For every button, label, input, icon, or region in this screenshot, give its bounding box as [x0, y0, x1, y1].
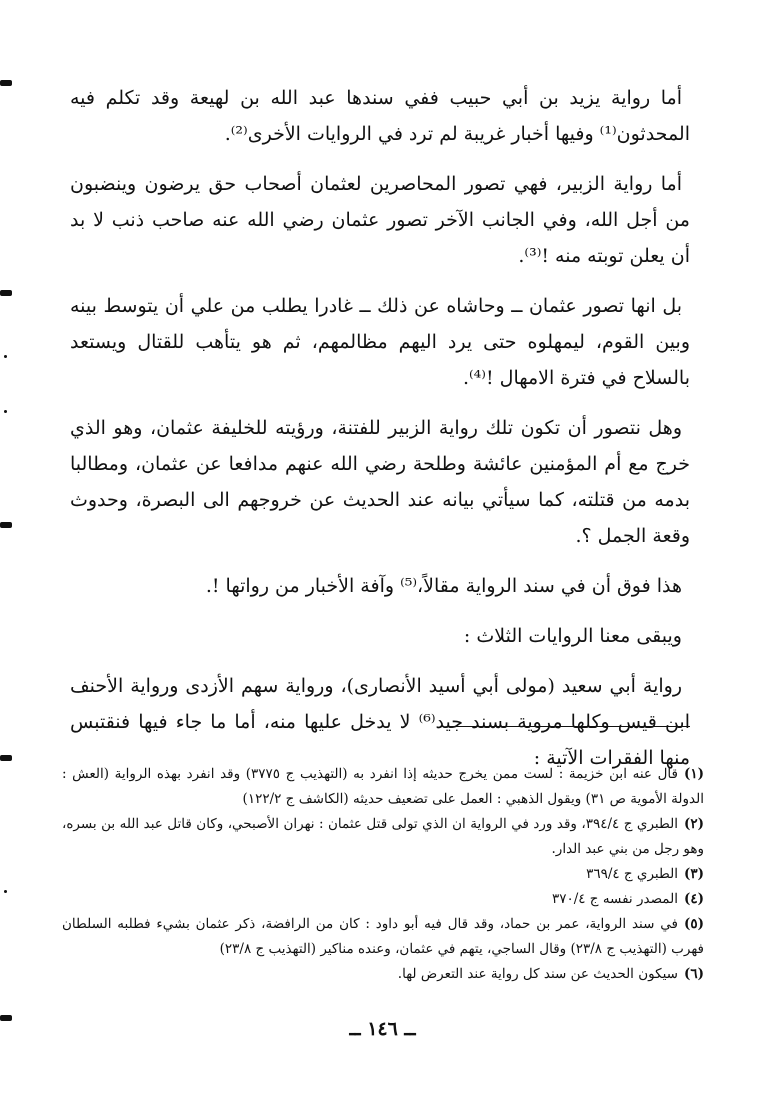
paragraph: هذا فوق أن في سند الرواية مقالاً،⁽⁵⁾ وآفة الأخبار من رواتها !. — [205, 575, 682, 597]
scan-edge-mark — [0, 290, 12, 296]
scan-edge-mark — [4, 355, 7, 358]
footnotes — [62, 762, 704, 987]
page-number: ــ ١٤٦ ــ — [349, 1018, 416, 1040]
footnote-number: (٢) — [683, 816, 704, 832]
footnote-text: الطبري ج ٣٩٤/٤، وقد ورد في الرواية ان الذي تولى قتل عثمان : نهران الأصبحي، وكان قاتل عبد الله بن بسره، وهو رجل من بني عبد الدار. — [62, 816, 704, 857]
footnote — [62, 862, 704, 887]
footnote-text: في سند الرواية، عمر بن حماد، وقد قال فيه أبو داود : كان من الرافضة، ذكر عثمان بشيء فطلبه السلطان فهرب (التهذيب ج ٢٣/٨) وقال الساجي، يتهم في عثمان، وعنده مناكير (التهذيب ج ٢٣/٨) — [62, 916, 704, 957]
footnote-number: (١) — [683, 766, 704, 782]
paragraph: أما رواية يزيد بن أبي حبيب ففي سندها عبد الله بن لهيعة وقد تكلم فيه المحدثون⁽¹⁾ وفيها أخبار غريبة لم ترد في الروايات الأخرى⁽²⁾. — [70, 87, 690, 145]
paragraph: وهل نتصور أن تكون تلك رواية الزبير للفتنة، ورؤيته للخليفة عثمان، وهو الذي خرج مع أم المؤمنين عائشة وطلحة رضي الله عنهم مدافعا عن عثمان، ومطالبا بدمه من قتلته، كما سيأتي بيانه عند الحديث عن خروجهم الى البصرة، وحدوث وقعة الجمل ؟. — [70, 417, 690, 547]
scan-edge-mark — [0, 755, 12, 761]
scan-edge-mark — [0, 522, 12, 528]
footnote — [62, 912, 704, 962]
scan-edge-mark — [4, 890, 7, 893]
footnote-text: سيكون الحديث عن سند كل رواية عند التعرض لها. — [397, 966, 678, 982]
footnote-divider — [450, 726, 690, 727]
footnote-number: (٤) — [683, 891, 704, 907]
paragraph: رواية أبي سعيد (مولى أبي أسيد الأنصارى)، ورواية سهم الأزدى ورواية الأحنف ابن قيس وكلها مروية بسند جيد⁽⁶⁾ لا يدخل عليها منه، أما ما جاء فيها فنقتبس منها الفقرات الآتية : — [70, 675, 690, 769]
main-text — [70, 80, 690, 790]
footnote — [62, 812, 704, 862]
footnote-text: الطبري ج ٣٦٩/٤ — [586, 866, 678, 882]
footnote — [62, 962, 704, 987]
footnote-text: المصدر نفسه ج ٣٧٠/٤ — [551, 891, 678, 907]
footnote — [62, 762, 704, 812]
paragraph: أما رواية الزبير، فهي تصور المحاصرين لعثمان أصحاب حق يرضون وينضبون من أجل الله، وفي الجانب الآخر تصور عثمان رضي الله عنه صاحب ذنب لا بد أن يعلن توبته منه !⁽³⁾. — [70, 173, 690, 267]
scan-edge-mark — [4, 410, 7, 413]
footnote-text: قال عنه ابن خزيمة : لست ممن يخرج حديثه إذا انفرد به (التهذيب ج ٣٧٧٥) وقد انفرد بهذه الرواية (العش : الدولة الأموية ص ٣١) ويقول الذهبي : العمل على تضعيف حديثه (الكاشف ج ١٢٢/٢) — [62, 766, 704, 807]
footnote-number: (٣) — [683, 866, 704, 882]
scan-edge-mark — [0, 80, 12, 86]
footnote-number: (٥) — [683, 916, 704, 932]
paragraph: ويبقى معنا الروايات الثلاث : — [463, 625, 682, 647]
footnote — [62, 887, 704, 912]
paragraph: بل انها تصور عثمان ــ وحاشاه عن ذلك ــ غادرا يطلب من علي أن يتوسط بينه وبين القوم، ليمهلوه حتى يرد اليهم مظالمهم، ثم هو يتأهب للقتال ويستعد بالسلاح في فترة الامهال !⁽⁴⁾. — [70, 295, 690, 389]
footnote-number: (٦) — [683, 966, 704, 982]
